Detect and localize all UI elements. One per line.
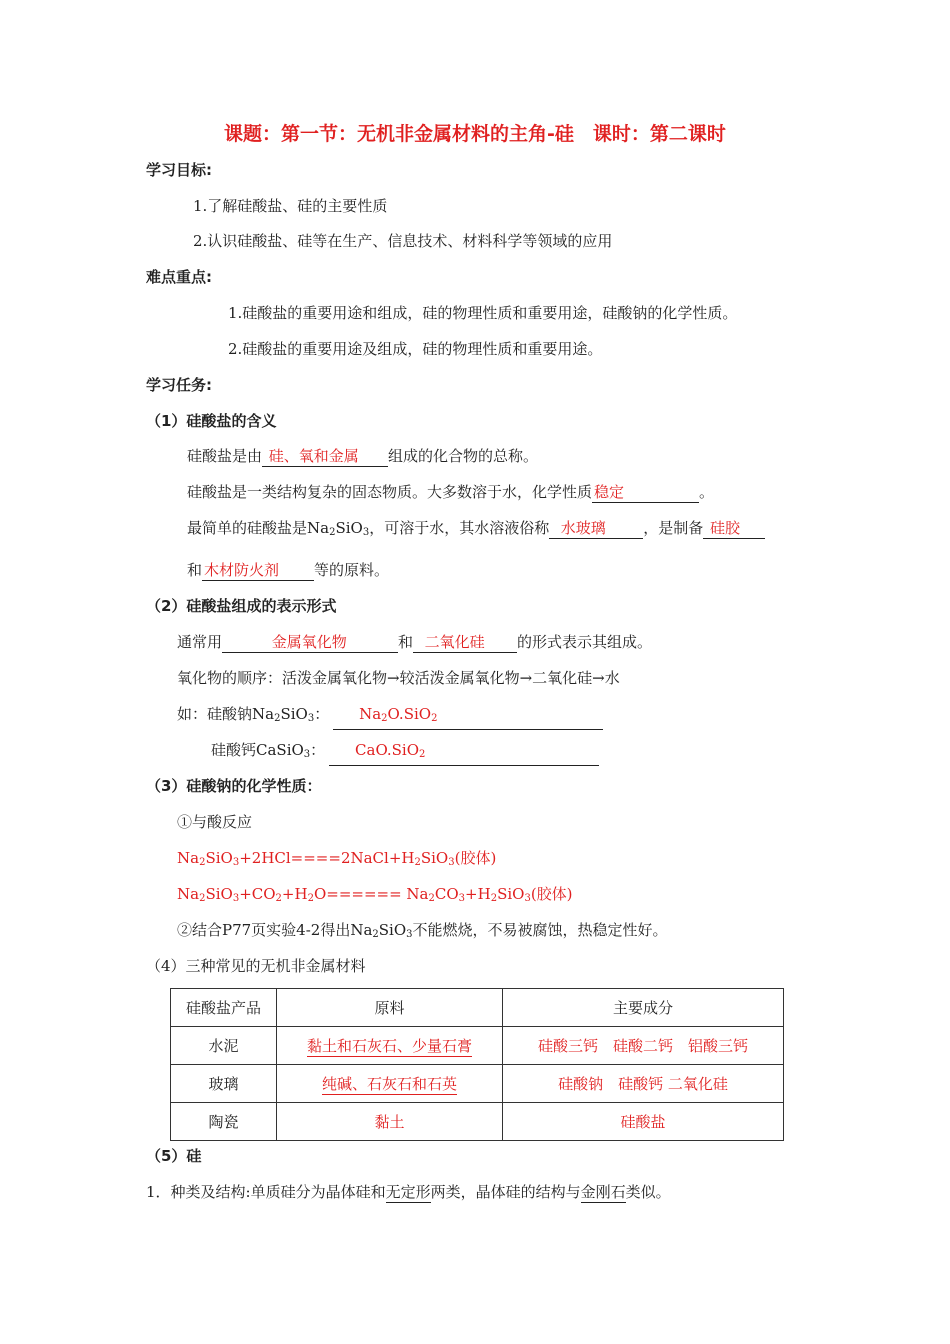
goal-item-1: 1.了解硅酸盐、硅的主要性质 — [193, 197, 388, 215]
s3-r2-pre: ②结合P77页实验4-2得出Na — [177, 921, 373, 939]
s2-l4-pre: 硅酸钙CaSiO — [211, 741, 304, 759]
table-cell-text: 纯碱、石灰石和石英 — [321, 1074, 457, 1093]
s2-l1-answer-2-text: 二氧化硅 — [424, 633, 485, 651]
table-cell — [277, 1027, 503, 1065]
table-cell — [277, 1065, 503, 1103]
s1-line-4 — [187, 560, 389, 581]
s1-l4-answer — [202, 560, 314, 581]
table-cell: 陶瓷 — [171, 1103, 277, 1141]
s5-l1-pre: 1．种类及结构:单质硅分为晶体硅和 — [146, 1183, 386, 1201]
section-4-heading: （4）三种常见的无机非金属材料 — [146, 957, 366, 975]
table-row — [171, 1027, 784, 1065]
s1-line-1 — [187, 446, 538, 467]
section-3-heading: （3）硅酸钠的化学性质： — [146, 777, 322, 795]
s1-l1-pre: 硅酸盐是由 — [187, 447, 263, 465]
table-row — [171, 1103, 784, 1141]
table-header-row — [171, 989, 784, 1027]
s2-line-1 — [177, 632, 652, 653]
s2-line-2: 氧化物的顺序：活泼金属氧化物→较活泼金属氧化物→二氧化硅→水 — [177, 669, 620, 687]
s2-l3-pre: 如：硅酸钠Na — [177, 705, 275, 723]
s1-l3-answer-2 — [703, 518, 765, 539]
materials-table — [170, 988, 784, 1141]
s3-reaction-2: ②结合P77页实验4-2得出$Na_2SiO_3$不能燃烧，不易被腐蚀，热稳定性好。 — [177, 921, 668, 940]
s2-l3-answer — [333, 704, 603, 730]
table-header: 原料 — [277, 989, 503, 1027]
s1-l4-answer-text: 木材防火剂 — [204, 561, 280, 579]
s3-equation-2: $Na_2SiO_3+CO_2+H_2O====== Na_2CO_3+H_2SiO_3$(胶体) — [177, 885, 573, 904]
page-title: 课题：第一节：无机非金属材料的主角-硅 课时：第二课时 — [224, 123, 726, 145]
s1-l1-answer — [262, 446, 388, 467]
s2-l1-answer-1 — [222, 632, 398, 653]
s1-l3-answer-2-text: 硅胶 — [710, 519, 741, 537]
s2-l3-mid: SiO — [280, 705, 308, 723]
s5-l1-underlined-2: 金刚石 — [580, 1183, 626, 1201]
key-point-2: 2.硅酸盐的重要用途及组成，硅的物理性质和重要用途。 — [228, 340, 603, 358]
table-cell: 黏土 — [277, 1103, 503, 1141]
s1-line-2 — [187, 482, 714, 503]
s2-l3-answer-text: $Na_2O.SiO_2$ — [359, 705, 438, 724]
s1-l2-answer — [592, 482, 699, 503]
s1-l3-mid: ，可溶于水，其水溶液俗称 — [369, 519, 550, 537]
s3-reaction-1-heading: ①与酸反应 — [177, 813, 253, 831]
s1-l2-post: 。 — [699, 483, 715, 501]
s1-l4-post: 等的原料。 — [314, 561, 390, 579]
s5-l1-mid: 两类，晶体硅的结构与 — [430, 1183, 581, 1201]
table-row — [171, 1065, 784, 1103]
goals-heading: 学习目标: — [146, 161, 212, 179]
table-header: 主要成分 — [503, 989, 784, 1027]
table-cell: 水泥 — [171, 1027, 277, 1065]
s2-l1-answer-2 — [413, 632, 517, 653]
table-cell: 硅酸钠 硅酸钙 二氧化硅 — [503, 1065, 784, 1103]
s2-l1-pre: 通常用 — [177, 633, 223, 651]
s5-line-1 — [146, 1182, 671, 1203]
s2-line-4: 硅酸钙CaSiO$_3$： CaO.SiO$_2$ — [211, 740, 599, 766]
s2-line-3: 如：硅酸钠$Na_2SiO_3$： $Na_2O.SiO_2$ — [177, 704, 603, 730]
s2-l4-answer — [329, 740, 599, 766]
goal-item-2: 2.认识硅酸盐、硅等在生产、信息技术、材料科学等领域的应用 — [193, 232, 613, 250]
s1-l4-pre: 和 — [187, 561, 203, 579]
s3-equation-1: $Na_2SiO_3+2HCl====2NaCl+H_2SiO_3$(胶体) — [177, 849, 497, 868]
tasks-heading: 学习任务: — [146, 376, 212, 394]
s5-l1-underlined-1: 无定形 — [385, 1183, 431, 1201]
key-points-heading: 难点重点: — [146, 268, 212, 286]
s1-l1-answer-text: 硅、氧和金属 — [268, 447, 359, 465]
s1-l2-pre: 硅酸盐是一类结构复杂的固态物质。大多数溶于水，化学性质 — [187, 483, 593, 501]
s1-l3-mid2: ，是制备 — [643, 519, 704, 537]
table-cell: 硅酸盐 — [503, 1103, 784, 1141]
s1-l3-formula: SiO — [335, 519, 363, 537]
s2-l3-colon: ： — [314, 705, 330, 723]
section-1-heading: （1）硅酸盐的含义 — [146, 412, 277, 430]
s1-l3-answer-1 — [549, 518, 643, 539]
s3-r2-mid: SiO — [378, 921, 407, 939]
key-point-1: 1.硅酸盐的重要用途和组成，硅的物理性质和重要用途，硅酸钠的化学性质。 — [228, 304, 738, 322]
s2-l4-colon: ： — [310, 741, 326, 759]
section-5-heading: （5）硅 — [146, 1147, 202, 1165]
s1-l3-pre: 最简单的硅酸盐是Na — [187, 519, 330, 537]
table-cell: 玻璃 — [171, 1065, 277, 1103]
section-2-heading: （2）硅酸盐组成的表示形式 — [146, 597, 337, 615]
s2-l1-mid: 和 — [398, 633, 414, 651]
s3-r2-post: 不能燃烧，不易被腐蚀，热稳定性好。 — [412, 921, 668, 939]
table-header: 硅酸盐产品 — [171, 989, 277, 1027]
table-cell-text: 黏土和石灰石、少量石膏 — [306, 1036, 472, 1055]
s1-line-3: 最简单的硅酸盐是$Na_2SiO_3$，可溶于水，其水溶液俗称 水玻璃 ，是制备 硅胶 — [187, 518, 765, 543]
s1-l2-answer-text: 稳定 — [594, 483, 625, 501]
table-cell: 硅酸三钙 硅酸二钙 铝酸三钙 — [503, 1027, 784, 1065]
s2-l1-answer-1-text: 金属氧化物 — [271, 633, 347, 651]
s2-l4-answer-text: CaO.SiO$_2$ — [355, 741, 426, 760]
s1-l1-post: 组成的化合物的总称。 — [388, 447, 539, 465]
s5-l1-post: 类似。 — [625, 1183, 671, 1201]
s2-l1-post: 的形式表示其组成。 — [517, 633, 653, 651]
s1-l3-answer-1-text: 水玻璃 — [560, 519, 606, 537]
